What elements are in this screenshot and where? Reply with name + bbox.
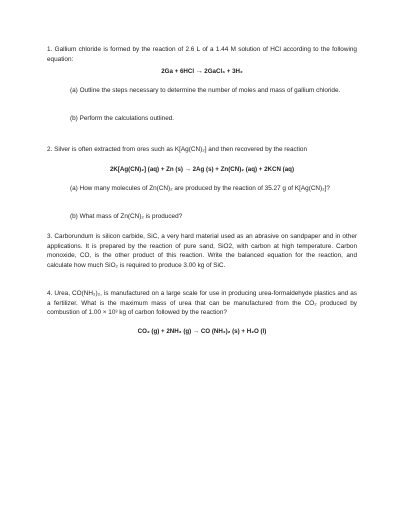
q2-stem: 2. Silver is often extracted from ores such as K[Ag(CN)₂] and then recovered by the reaction: [47, 146, 308, 153]
q4-text: 4. Urea, CO(NH₂)₂, is manufactured on a large scale for use in producing urea-formaldehyde plastics and as a fertilizer. What is the maximum mass of urea that can be manufactured from the CO₂ produced by combustion of 1.00 × 10³ kg of carbon followed by the reaction?: [47, 290, 357, 317]
reaction-arrow-icon: →: [195, 68, 204, 75]
q1-equation: [47, 67, 357, 77]
q1-equation-left: 2Ga + 6HCl: [161, 68, 195, 75]
q4-equation: CO₂ (g) + 2NH₃ (g) → CO (NH₂)₂ (s) + H₂O (l): [137, 328, 267, 335]
q1-equation-right: 2GaCl₃ + 3H₂: [204, 68, 243, 75]
q2-part-b: (b) What mass of Zn(CN)₂ is produced?: [70, 213, 183, 220]
q1-part-a: (a) Outline the steps necessary to determine the number of moles and mass of gallium chloride.: [70, 87, 341, 94]
q2-equation: 2K[Ag(CN)₂] (aq) + Zn (s) → 2Ag (s) + Zn(CN)₂ (aq) + 2KCN (aq): [109, 166, 295, 173]
q3-text: 3. Carborundum is silicon carbide, SiC, a very hard material used as an abrasive on sandpaper and in other applications. It is prepared by the reaction of pure sand, SiO2, with carbon at high temperature. Carbon monoxide, CO, is the other product of this reaction. Write the balanced equation for the reaction, and calculate how much SiO₂ is required to produce 3.00 kg of SiC.: [47, 233, 357, 269]
q1-stem: 1. Gallium chloride is formed by the reaction of 2.6 L of a 1.44 M solution of HCl according to the following equation:: [47, 46, 357, 63]
q2-part-a: (a) How many molecules of Zn(CN)₂ are produced by the reaction of 35.27 g of K[Ag(CN)₂]?: [70, 185, 330, 192]
q1-part-b: (b) Perform the calculations outlined.: [70, 115, 175, 122]
